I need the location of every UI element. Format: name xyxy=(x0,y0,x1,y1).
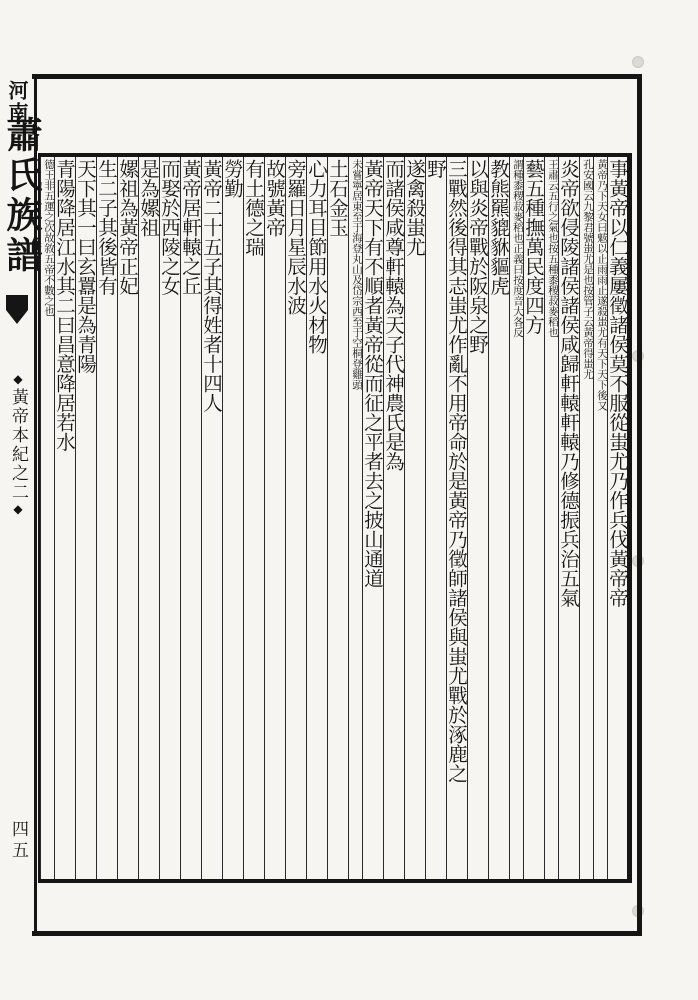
text-column: 以與炎帝戰於阪泉之野 xyxy=(467,157,488,879)
text-column: 旁羅日月星辰水波 xyxy=(285,157,306,879)
text-column: 三戰然後得其志蚩尤作亂不用帝命於是黃帝乃徵師諸侯與蚩尤戰於涿鹿之 xyxy=(446,157,467,879)
text-column: 心力耳目節用水火材物 xyxy=(306,157,327,879)
fishtail-mark xyxy=(6,295,28,310)
text-column: 黃帝天下有不順者黃帝從而征之平者去之披山通道 xyxy=(362,157,383,879)
text-column: 黃帝居軒轅之丘 xyxy=(180,157,201,879)
text-column: 而娶於西陵之女 xyxy=(159,157,180,879)
text-column: 土石金玉 xyxy=(327,157,348,879)
binding-hole xyxy=(632,56,644,68)
text-column: 野 xyxy=(425,157,446,879)
diamond-icon: ◆ xyxy=(11,502,25,518)
commentary-column: 未嘗寧居東至于海登丸山及岱宗西至于空桐登雞頭 xyxy=(348,157,362,879)
text-column: 事黃帝以仁義屢徵諸侯莫不服從蚩尤乃作兵伐黃帝帝 xyxy=(607,157,628,879)
text-column: 教熊羆貔貅貙虎 xyxy=(488,157,509,879)
text-column: 藝五種撫萬民度四方 xyxy=(523,157,544,879)
text-column: 故號黃帝 xyxy=(264,157,285,879)
commentary-column: 德王非五運之次故敘五帝不數之也 xyxy=(40,157,54,879)
text-column: 是為嫘祖 xyxy=(138,157,159,879)
book-title: 蕭氏族譜 xyxy=(1,116,43,276)
text-column: 遂禽殺蚩尤 xyxy=(404,157,425,879)
chapter-title-text: 黃帝本紀之二 xyxy=(8,388,28,502)
text-columns xyxy=(40,157,628,879)
text-column: 黃帝二十五子其得姓者十四人 xyxy=(201,157,222,879)
text-column: 有土德之瑞 xyxy=(243,157,264,879)
commentary-column: 謂種黍稷菽麥稻也正義曰按度音大各反 xyxy=(509,157,523,879)
commentary-column: 孔安國云九黎君號蚩尤是也按管子云黃帝得蚩尤 xyxy=(579,157,593,879)
text-column: 炎帝欲侵陵諸侯諸侯咸歸軒轅軒轅乃修德振兵治五氣 xyxy=(558,157,579,879)
text-column: 嫘祖為黃帝正妃 xyxy=(117,157,138,879)
fishtail-mark-point xyxy=(6,310,28,324)
commentary-column: 黃帝乃下天女曰魃以止雨雨止遂殺蚩尤有天下天下後又 xyxy=(593,157,607,879)
commentary-column: 王肅云五行之氣也按五種黍稷菽麥稻也 xyxy=(544,157,558,879)
page-number: 四五 xyxy=(8,820,28,862)
text-column: 而諸侯咸尊軒轅為天子代神農氏是為 xyxy=(383,157,404,879)
text-column: 青陽降居江水其二曰昌意降居若水 xyxy=(54,157,75,879)
province-label: 河南 xyxy=(5,80,29,124)
text-column: 勞勤 xyxy=(222,157,243,879)
text-column: 天下其一曰玄囂是為青陽 xyxy=(75,157,96,879)
diamond-icon: ◆ xyxy=(11,372,25,388)
chapter-title xyxy=(9,372,26,518)
text-column: 生二子其後皆有 xyxy=(96,157,117,879)
